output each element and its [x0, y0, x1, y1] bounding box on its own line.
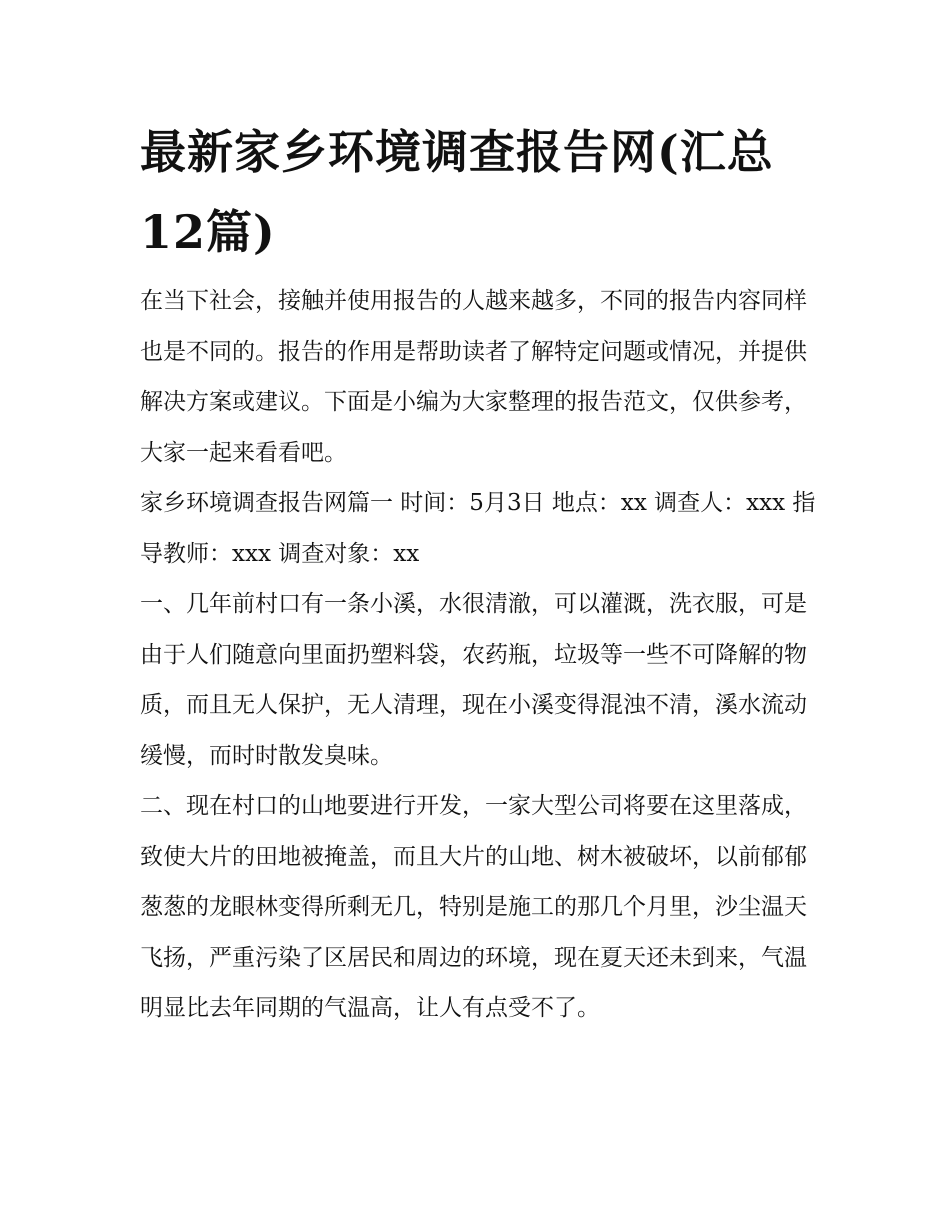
- finding-one-paragraph: 一、几年前村口有一条小溪，水很清澈，可以灌溉，洗衣服，可是由于人们随意向里面扔塑料袋，农药瓶，垃圾等一些不可降解的物质，而且无人保护，无人清理，现在小溪变得混浊不清，溪水流动缓慢，而时时散发臭味。: [140, 591, 807, 769]
- survey-info-paragraph: 家乡环境调查报告网篇一 时间：5月3日 地点：xx 调查人：xxx 指导教师：xxx 调查对象：xx: [140, 490, 816, 567]
- document-body: [140, 276, 820, 1034]
- document-title: 最新家乡环境调查报告网(汇总12篇): [140, 125, 774, 259]
- finding-two-paragraph: 二、现在村口的山地要进行开发，一家大型公司将要在这里落成，致使大片的田地被掩盖，而且大片的山地、树木被破坏，以前郁郁葱葱的龙眼林变得所剩无几，特别是施工的那几个月里，沙尘温天飞扬，严重污染了区居民和周边的环境，现在夏天还未到来，气温明显比去年同期的气温高，让人有点受不了。: [140, 793, 807, 1021]
- intro-paragraph: 在当下社会，接触并使用报告的人越来越多，不同的报告内容同样也是不同的。报告的作用是帮助读者了解特定问题或情况，并提供解决方案或建议。下面是小编为大家整理的报告范文，仅供参考，大家一起来看看吧。: [140, 288, 807, 466]
